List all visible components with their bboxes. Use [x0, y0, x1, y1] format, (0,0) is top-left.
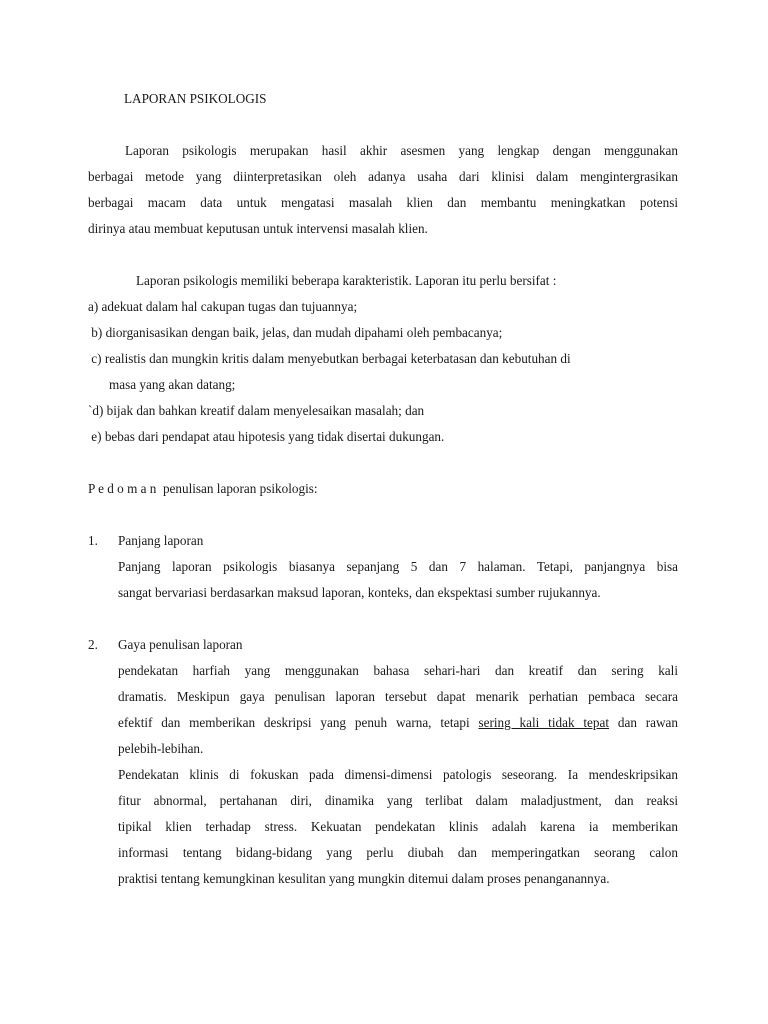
section-line: tipikal klien terhadap stress. Kekuatan pendekatan klinis adalah karena ia memberikan — [118, 819, 678, 834]
section-2-heading — [88, 632, 243, 658]
section-number: 1. — [88, 533, 98, 548]
intro-paragraph — [88, 138, 678, 242]
section-2-body — [118, 658, 678, 892]
characteristic-item-continuation: masa yang akan datang; — [109, 377, 236, 392]
section-line: dramatis. Meskipun gaya penulisan laporan tersebut dapat menarik perhatian pembaca secara — [118, 689, 678, 704]
section-line: sangat bervariasi berdasarkan maksud laporan, konteks, dan ekspektasi sumber rujukannya. — [118, 585, 601, 600]
section-line: praktisi tentang kemungkinan kesulitan yang mungkin ditemui dalam proses penanganannya. — [118, 871, 610, 886]
characteristics-list — [88, 268, 678, 450]
characteristic-item: a) adekuat dalam hal cakupan tugas dan tujuannya; — [88, 299, 358, 314]
characteristics-lead: Laporan psikologis memiliki beberapa karakteristik. Laporan itu perlu bersifat : — [136, 273, 557, 288]
intro-line: berbagai macam data untuk mengatasi masalah klien dan membantu meningkatkan potensi — [88, 195, 678, 210]
section-number: 2. — [88, 637, 98, 652]
section-1-heading — [88, 528, 203, 554]
section-line: Panjang laporan psikologis biasanya sepanjang 5 dan 7 halaman. Tetapi, panjangnya bisa — [118, 559, 678, 574]
section-title: Gaya penulisan laporan — [118, 637, 243, 652]
text-segment: efektif dan memberikan deskripsi yang penuh warna, tetapi — [118, 715, 479, 730]
section-line: fitur abnormal, pertahanan diri, dinamika yang terlibat dalam maladjustment, dan reaksi — [118, 793, 678, 808]
characteristic-item: `d) bijak dan bahkan kreatif dalam menyelesaikan masalah; dan — [88, 403, 425, 418]
underlined-phrase: sering kali tidak tepat — [478, 715, 610, 730]
intro-line: Laporan psikologis merupakan hasil akhir asesmen yang lengkap dengan menggunakan — [125, 143, 678, 158]
document-title: LAPORAN PSIKOLOGIS — [124, 91, 267, 106]
section-title: Panjang laporan — [118, 533, 204, 548]
section-line-with-underline — [118, 710, 678, 736]
section-1-body — [118, 554, 678, 606]
section-line: pendekatan harfiah yang menggunakan bahasa sehari-hari dan kreatif dan sering kali — [118, 663, 678, 678]
text-segment: dan rawan — [609, 715, 678, 730]
section-line: pelebih-lebihan. — [118, 741, 204, 756]
intro-line: berbagai metode yang diinterpretasikan oleh adanya usaha dari klinisi dalam mengintergrasikan — [88, 169, 678, 184]
characteristic-item: c) realistis dan mungkin kritis dalam menyebutkan berbagai keterbatasan dan kebutuhan di — [88, 351, 571, 366]
section-line: Pendekatan klinis di fokuskan pada dimensi-dimensi patologis seseorang. Ia mendeskripsikan — [118, 767, 678, 782]
characteristic-item: e) bebas dari pendapat atau hipotesis yang tidak disertai dukungan. — [88, 429, 445, 444]
section-line: informasi tentang bidang-bidang yang perlu diubah dan memperingatkan seorang calon — [118, 845, 678, 860]
characteristic-item: b) diorganisasikan dengan baik, jelas, dan mudah dipahami oleh pembacanya; — [88, 325, 503, 340]
intro-line: dirinya atau membuat keputusan untuk intervensi masalah klien. — [88, 221, 428, 236]
guidelines-heading: P e d o m a n penulisan laporan psikologis: — [88, 481, 318, 496]
